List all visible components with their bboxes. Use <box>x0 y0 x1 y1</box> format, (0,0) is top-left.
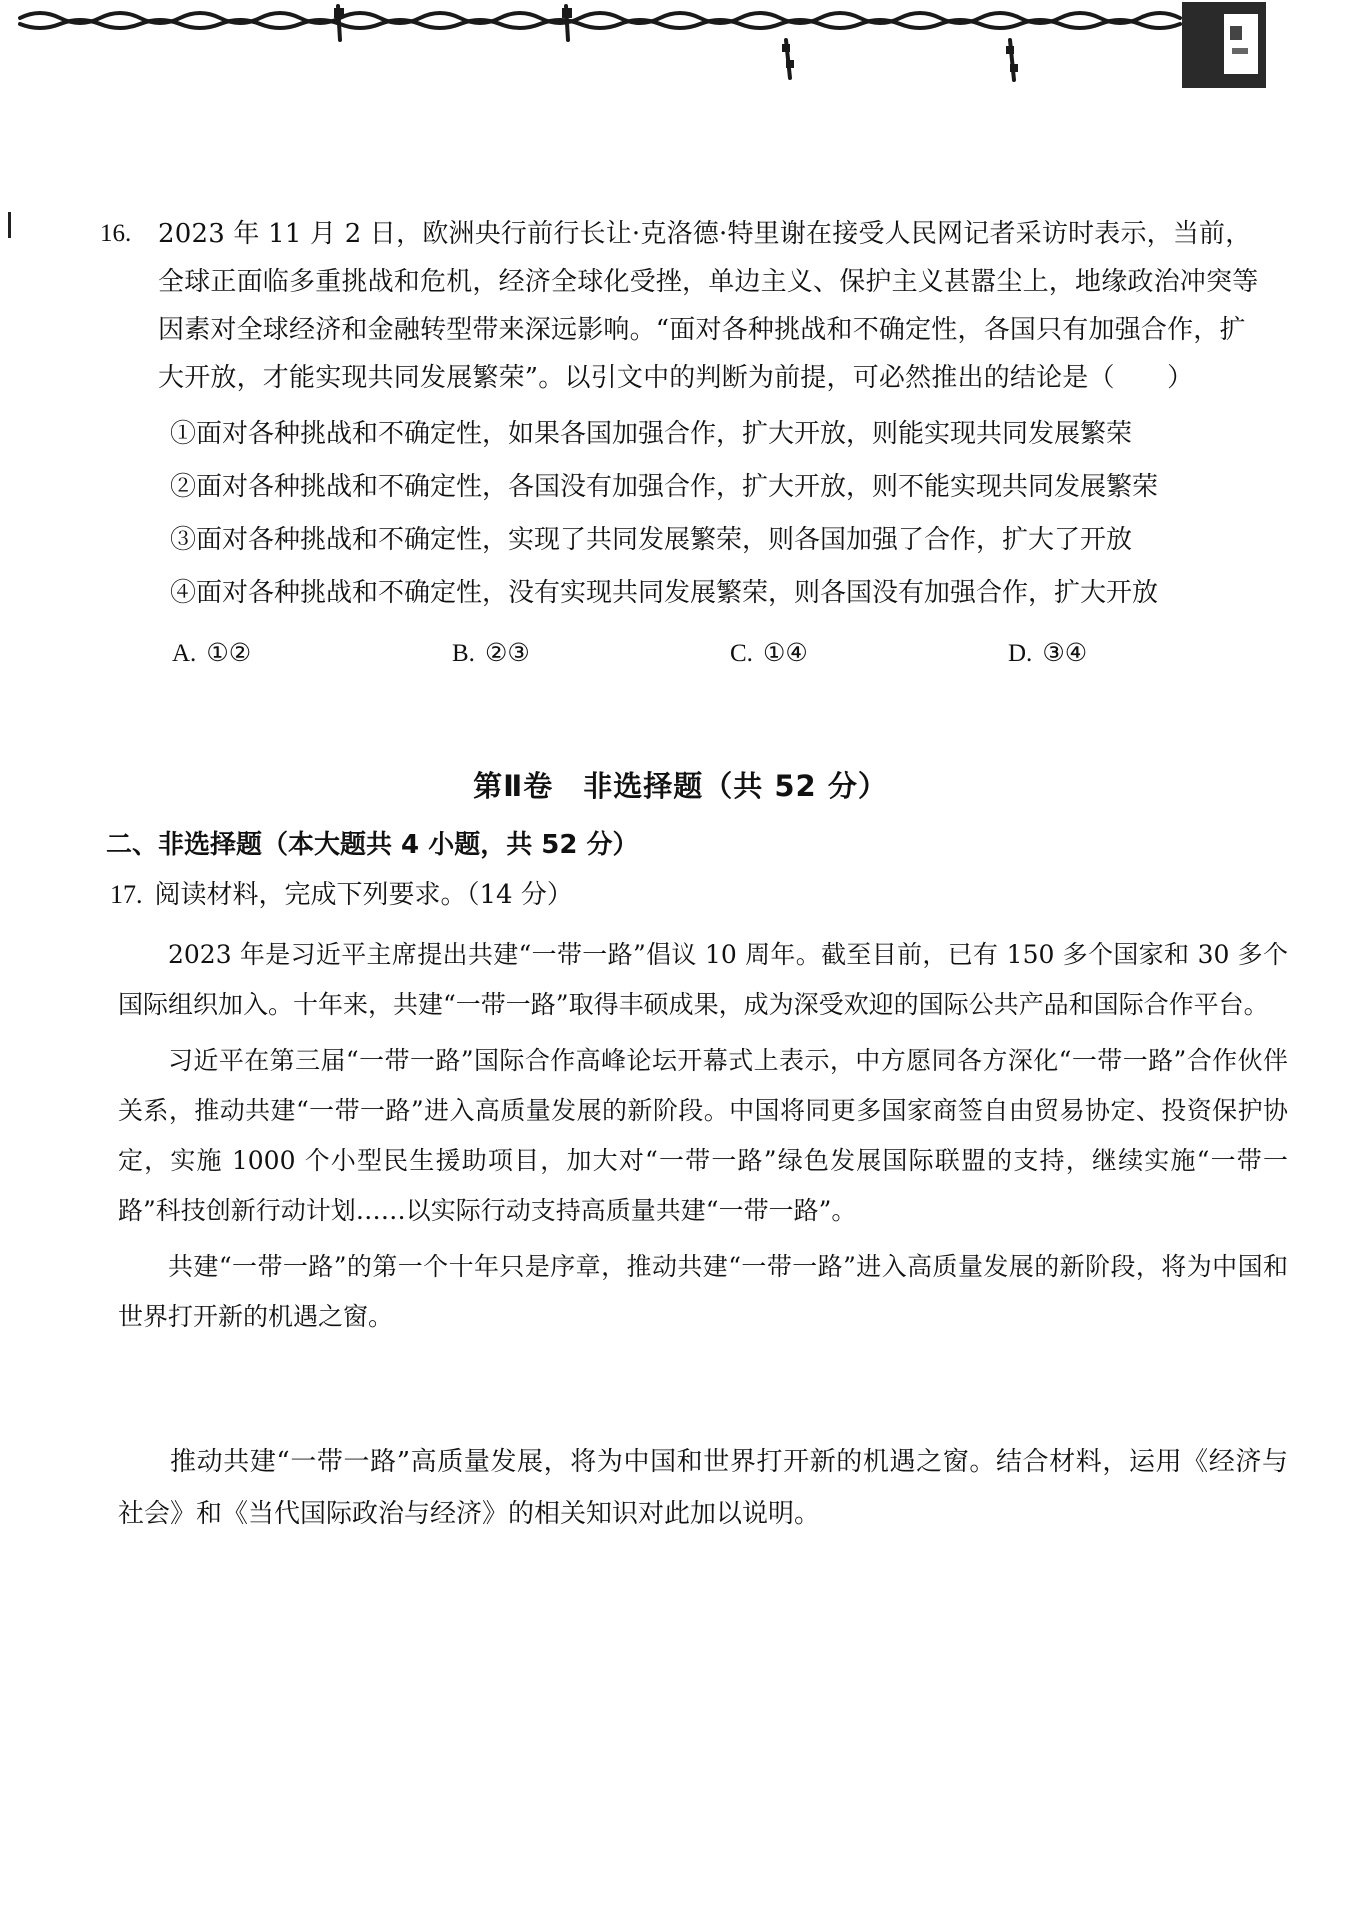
corner-registration-mark <box>1178 0 1270 92</box>
margin-tick <box>8 212 11 238</box>
statement-4: ④面对各种挑战和不确定性，没有实现共同发展繁荣，则各国没有加强合作，扩大开放 <box>170 578 1159 608</box>
choice-c[interactable] <box>730 628 808 679</box>
passage-paragraph-3: 共建“一带一路”的第一个十年只是序章，推动共建“一带一路”进入高质量发展的新阶段，将为中国和世界打开新的机遇之窗。 <box>118 1252 1288 1331</box>
question-17-header <box>110 874 573 911</box>
reading-passage <box>118 930 1288 1348</box>
choice-letter: B. <box>452 640 475 667</box>
passage-paragraph-1: 2023 年是习近平主席提出共建“一带一路”倡议 10 周年。截至目前，已有 150 多个国家和 30 多个国际组织加入。十年来，共建“一带一路”取得丰硕成果，成为深受欢迎的国际公共产品和国际合作平台。 <box>118 940 1288 1019</box>
question-stem: 2023 年 11 月 2 日，欧洲央行前行长让·克洛德·特里谢在接受人民网记者采访时表示，当前，全球正面临多重挑战和危机，经济全球化受挫，单边主义、保护主义甚嚣尘上，地缘政治冲突等因素对全球经济和金融转型带来深远影响。“面对各种挑战和不确定性，各国只有加强合作，扩大开放，才能实现共同发展繁荣”。以引文中的判断为前提，可必然推出的结论是（ ） <box>158 219 1259 393</box>
choice-value: ③④ <box>1042 638 1088 667</box>
answer-choices <box>172 628 1260 678</box>
choice-value: ①④ <box>762 638 808 667</box>
question-number: 17. <box>110 880 143 909</box>
statement-2: ②面对各种挑战和不确定性，各国没有加强合作，扩大开放，则不能实现共同发展繁荣 <box>170 472 1159 502</box>
question-prompt: 阅读材料，完成下列要求。（14 分） <box>154 880 573 910</box>
statement-3: ③面对各种挑战和不确定性，实现了共同发展繁荣，则各国加强了合作，扩大了开放 <box>170 525 1133 555</box>
question-number: 16. <box>100 220 132 247</box>
binding-strip <box>0 0 1361 90</box>
question-task: 推动共建“一带一路”高质量发展，将为中国和世界打开新的机遇之窗。结合材料，运用《经济与社会》和《当代国际政治与经济》的相关知识对此加以说明。 <box>118 1447 1288 1529</box>
choice-letter: D. <box>1008 640 1033 667</box>
statement-list <box>170 408 1260 620</box>
choice-a[interactable] <box>172 628 251 679</box>
part-two-title: 第Ⅱ卷 非选择题（共 52 分） <box>473 769 888 803</box>
choice-d[interactable] <box>1008 628 1087 679</box>
question-16 <box>100 210 1260 678</box>
passage-paragraph-2: 习近平在第三届“一带一路”国际合作高峰论坛开幕式上表示，中方愿同各方深化“一带一路”合作伙伴关系，推动共建“一带一路”进入高质量发展的新阶段。中国将同更多国家商签自由贸易协定、投资保护协定，实施 1000 个小型民生援助项目，加大对“一带一路”绿色发展国际联盟的支持，继续实施“一带一路”科技创新行动计划……以实际行动支持高质量共建“一带一路”。 <box>118 1046 1288 1225</box>
section-heading: 二、非选择题（本大题共 4 小题，共 52 分） <box>106 830 639 860</box>
choice-b[interactable] <box>452 628 530 679</box>
choice-value: ①② <box>206 638 252 667</box>
statement-1: ①面对各种挑战和不确定性，如果各国加强合作，扩大开放，则能实现共同发展繁荣 <box>170 419 1133 449</box>
choice-letter: C. <box>730 640 753 667</box>
choice-value: ②③ <box>484 638 530 667</box>
choice-letter: A. <box>172 640 197 667</box>
